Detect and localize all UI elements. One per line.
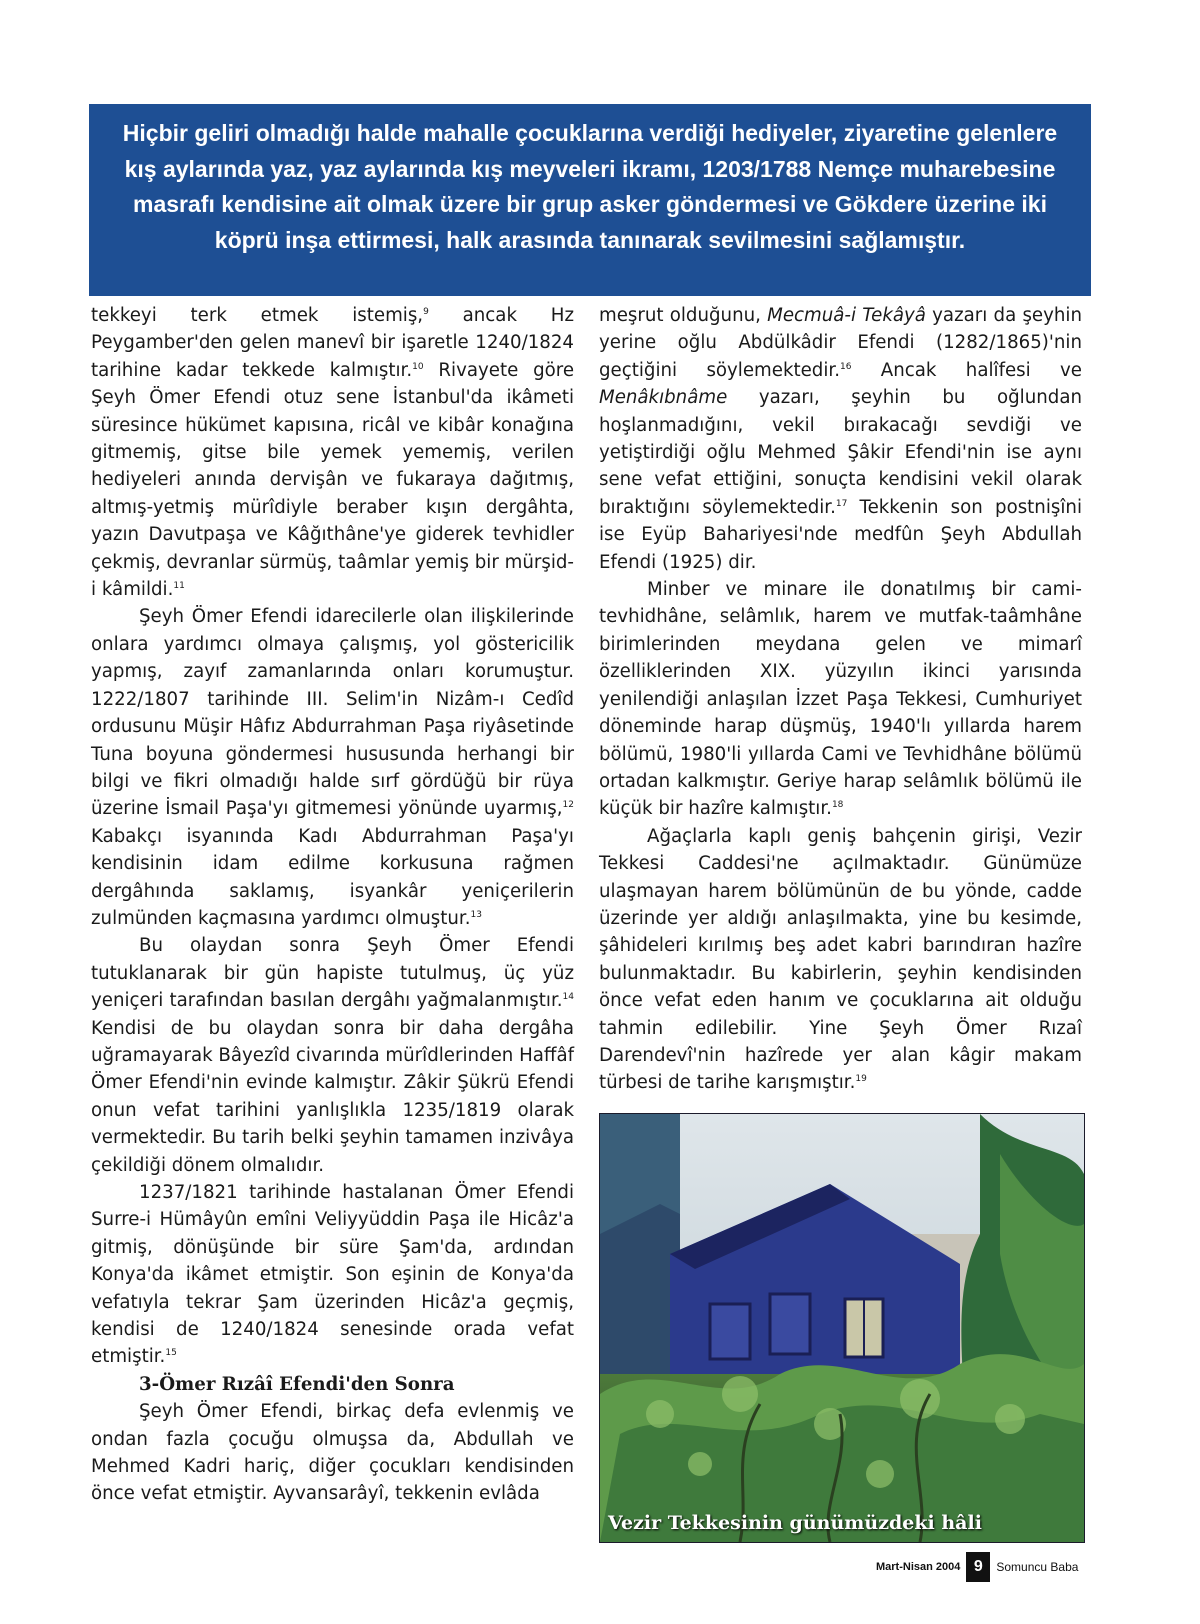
paragraph: Şeyh Ömer Efendi, birkaç defa evlenmiş ve ondan fazla çocuğu olmuşsa da, Abdullah ve Mehmed Kadri hariç, diğer çocukları kendisinden önce vefat etmiştir. Ayvansarâyî, tekkenin evlâda xyxy=(91,1401,574,1505)
right-text-column xyxy=(599,302,1082,1097)
footnote-ref[interactable]: 12 xyxy=(562,800,574,811)
paragraph: Ağaçlarla kaplı geniş bahçenin girişi, Vezir Tekkesi Caddesi'ne açılmaktadır. Günümüze ulaşmayan harem bölümünün de bu yönde, cadde üzerinde yer aldığı anlaşılmakta, yine bu kesimde, şâhideleri kırılmış beş adet kabri barındıran hazîre bulunmaktadır. Bu kabirlerin, şeyhin kendisinden önce vefat eden hanım ve çocuklarına ait olduğu tahmin edilebilir. Yine Şeyh Ömer Rızaî Darendevî'nin hazîrede yer alan kâgir makam türbesi de tarihe karışmıştır.$^{19}$ xyxy=(599,825,1082,1094)
section-heading: 3-Ömer Rızâî Efendi'den Sonra xyxy=(139,1373,455,1395)
magazine-name: Somuncu Baba xyxy=(996,1560,1079,1574)
photo-illustration xyxy=(600,1114,1084,1542)
issue-date: Mart-Nisan 2004 xyxy=(876,1561,961,1573)
pull-quote-banner xyxy=(89,104,1091,296)
footnote-ref[interactable]: 19 xyxy=(855,1074,867,1085)
photo-caption: Vezir Tekkesinin günümüzdeki hâli xyxy=(608,1512,982,1534)
page-number: 9 xyxy=(966,1552,990,1582)
footnote-ref[interactable]: 18 xyxy=(831,800,844,811)
footnote-ref[interactable]: 15 xyxy=(165,1348,177,1359)
tekke-photo xyxy=(599,1113,1085,1543)
paragraph: meşrut olduğunu, Mecmuâ-i Tekâyâ yazarı da şeyhin yerine oğlu Abdülkâdir Efendi (1282/1865)'nin geçtiğini söylemektedir.$^{16}$ Ancak halîfesi ve Menâkıbnâme yazarı, şeyhin bu oğlundan hoşlanmadığını, vekil bırakacağı sevdiği ve yetiştirdiği oğlu Mehmed Şâkir Efendi'nin ise aynı sene vefat ettiğini, sonuçta kendisini vekil olarak bıraktığını söylemektedir.$^{17}$ Tekkenin son postnişîni ise Eyüp Bahariyesi'nde medfûn Şeyh Abdullah Efendi (1925) dir. xyxy=(599,305,1082,573)
page-footer xyxy=(876,1552,1078,1582)
footnote-ref[interactable]: 9 xyxy=(423,307,429,317)
paragraph: Bu olaydan sonra Şeyh Ömer Efendi tutuklanarak bir gün hapiste tutulmuş, üç yüz yeniçeri tarafından basılan dergâhı yağmalanmıştır.$^{14}$ Kendisi de bu olaydan sonra bir daha dergâha uğramayarak Bâyezîd civarında mürîdlerinden Haffâf Ömer Efendi'nin evinde kalmıştır. Zâkir Şükrü Efendi onun vefat tarihini yanlışlıkla 1235/1819 olarak vermektedir. Bu tarih belki şeyhin tamamen inzivâya çekildiği dönem olmalıdır. xyxy=(91,935,574,1176)
paragraph: Minber ve minare ile donatılmış bir cami-tevhidhâne, selâmlık, harem ve mutfak-taâmhâne birimlerinden meydana gelen ve mimarî özelliklerinden XIX. yüzyılın ikinci yarısında yenilendiği anlaşılan İzzet Paşa Tekkesi, Cumhuriyet döneminde harap düşmüş, 1940'lı yıllarda harem bölümü, 1980'li yıllarda Cami ve Tevhidhâne bölümü ortadan kalkmıştır. Geriye harap selâmlık bölümü ile küçük bir hazîre kalmıştır.$^{18}$ xyxy=(599,579,1082,820)
footnote-ref[interactable]: 10 xyxy=(412,361,424,372)
footnote-ref[interactable]: 14 xyxy=(562,992,574,1003)
paragraph: tekkeyi terk etmek istemiş,$^9$ ancak Hz Peygamber'den gelen manevî bir işaretle 1240/1824 tarihine kadar tekkede kalmıştır.$^{10}$ Rivayete göre Şeyh Ömer Efendi otuz sene İstanbul'da ikâmeti süresince hükümet kapısına, ricâl ve kibâr konağına gitmemiş, gitse bile yemek yememiş, verilen hediyeleri anında dervişân ve fukaraya dağıtmış, altmış-yetmiş mürîdiyle beraber kışın dergâhta, yazın Davutpaşa ve Kâğıthâne'ye giderek tevhidler çekmiş, devranlar sürmüş, taâmlar yemiş bir mürşid-i kâmildi.$^{11}$ xyxy=(91,305,575,601)
footnote-ref[interactable]: 16 xyxy=(840,361,852,372)
paragraph: 1237/1821 tarihinde hastalanan Ömer Efendi Surre-i Hümâyûn emîni Veliyyüddin Paşa ile Hicâz'a gitmiş, dönüşünde bir süre Şam'da, ardından Konya'da ikâmet etmiştir. Son eşinin de Konya'da vefatıyla tekrar Şam üzerinden Hicâz'a geçmiş, kendisi de 1240/1824 senesinde orada vefat etmiştir.$^{15}$ xyxy=(91,1182,574,1368)
left-text-column xyxy=(91,302,574,1508)
footnote-ref[interactable]: 11 xyxy=(173,581,185,592)
footnote-ref[interactable]: 13 xyxy=(470,909,482,920)
pull-quote-text: Hiçbir geliri olmadığı halde mahalle çocuklarına verdiği hediyeler, ziyaretine gelenlere kış aylarında yaz, yaz aylarında kış meyveleri ikramı, 1203/1788 Nemçe muharebesine masrafı kendisine ait olmak üzere bir grup asker göndermesi ve Gökdere üzerine iki köprü inşa ettirmesi, halk arasında tanınarak sevilmesini sağlamıştır. xyxy=(122,120,1058,253)
paragraph: Şeyh Ömer Efendi idarecilerle olan ilişkilerinde onlara yardımcı olmaya çalışmış, yol göstericilik yapmış, zayıf zamanlarında onları korumuştur. 1222/1807 tarihinde III. Selim'in Nizâm-ı Cedîd ordusunu Müşir Hâfız Abdurrahman Paşa riyâsetinde Tuna boyuna göndermesi hususunda herhangi bir bilgi ve fikri olmadığı halde sırf gördüğü bir rüya üzerine İsmail Paşa'yı gitmemesi yönünde uyarmış,$^{12}$ Kabakçı isyanında Kadı Abdurrahman Paşa'yı kendisinin idam edilme korkusuna rağmen dergâhında saklamış, isyankâr yeniçerilerin zulmünden kaçmasına yardımcı olmuştur.$^{13}$ xyxy=(91,606,574,929)
footnote-ref[interactable]: 17 xyxy=(835,498,848,509)
